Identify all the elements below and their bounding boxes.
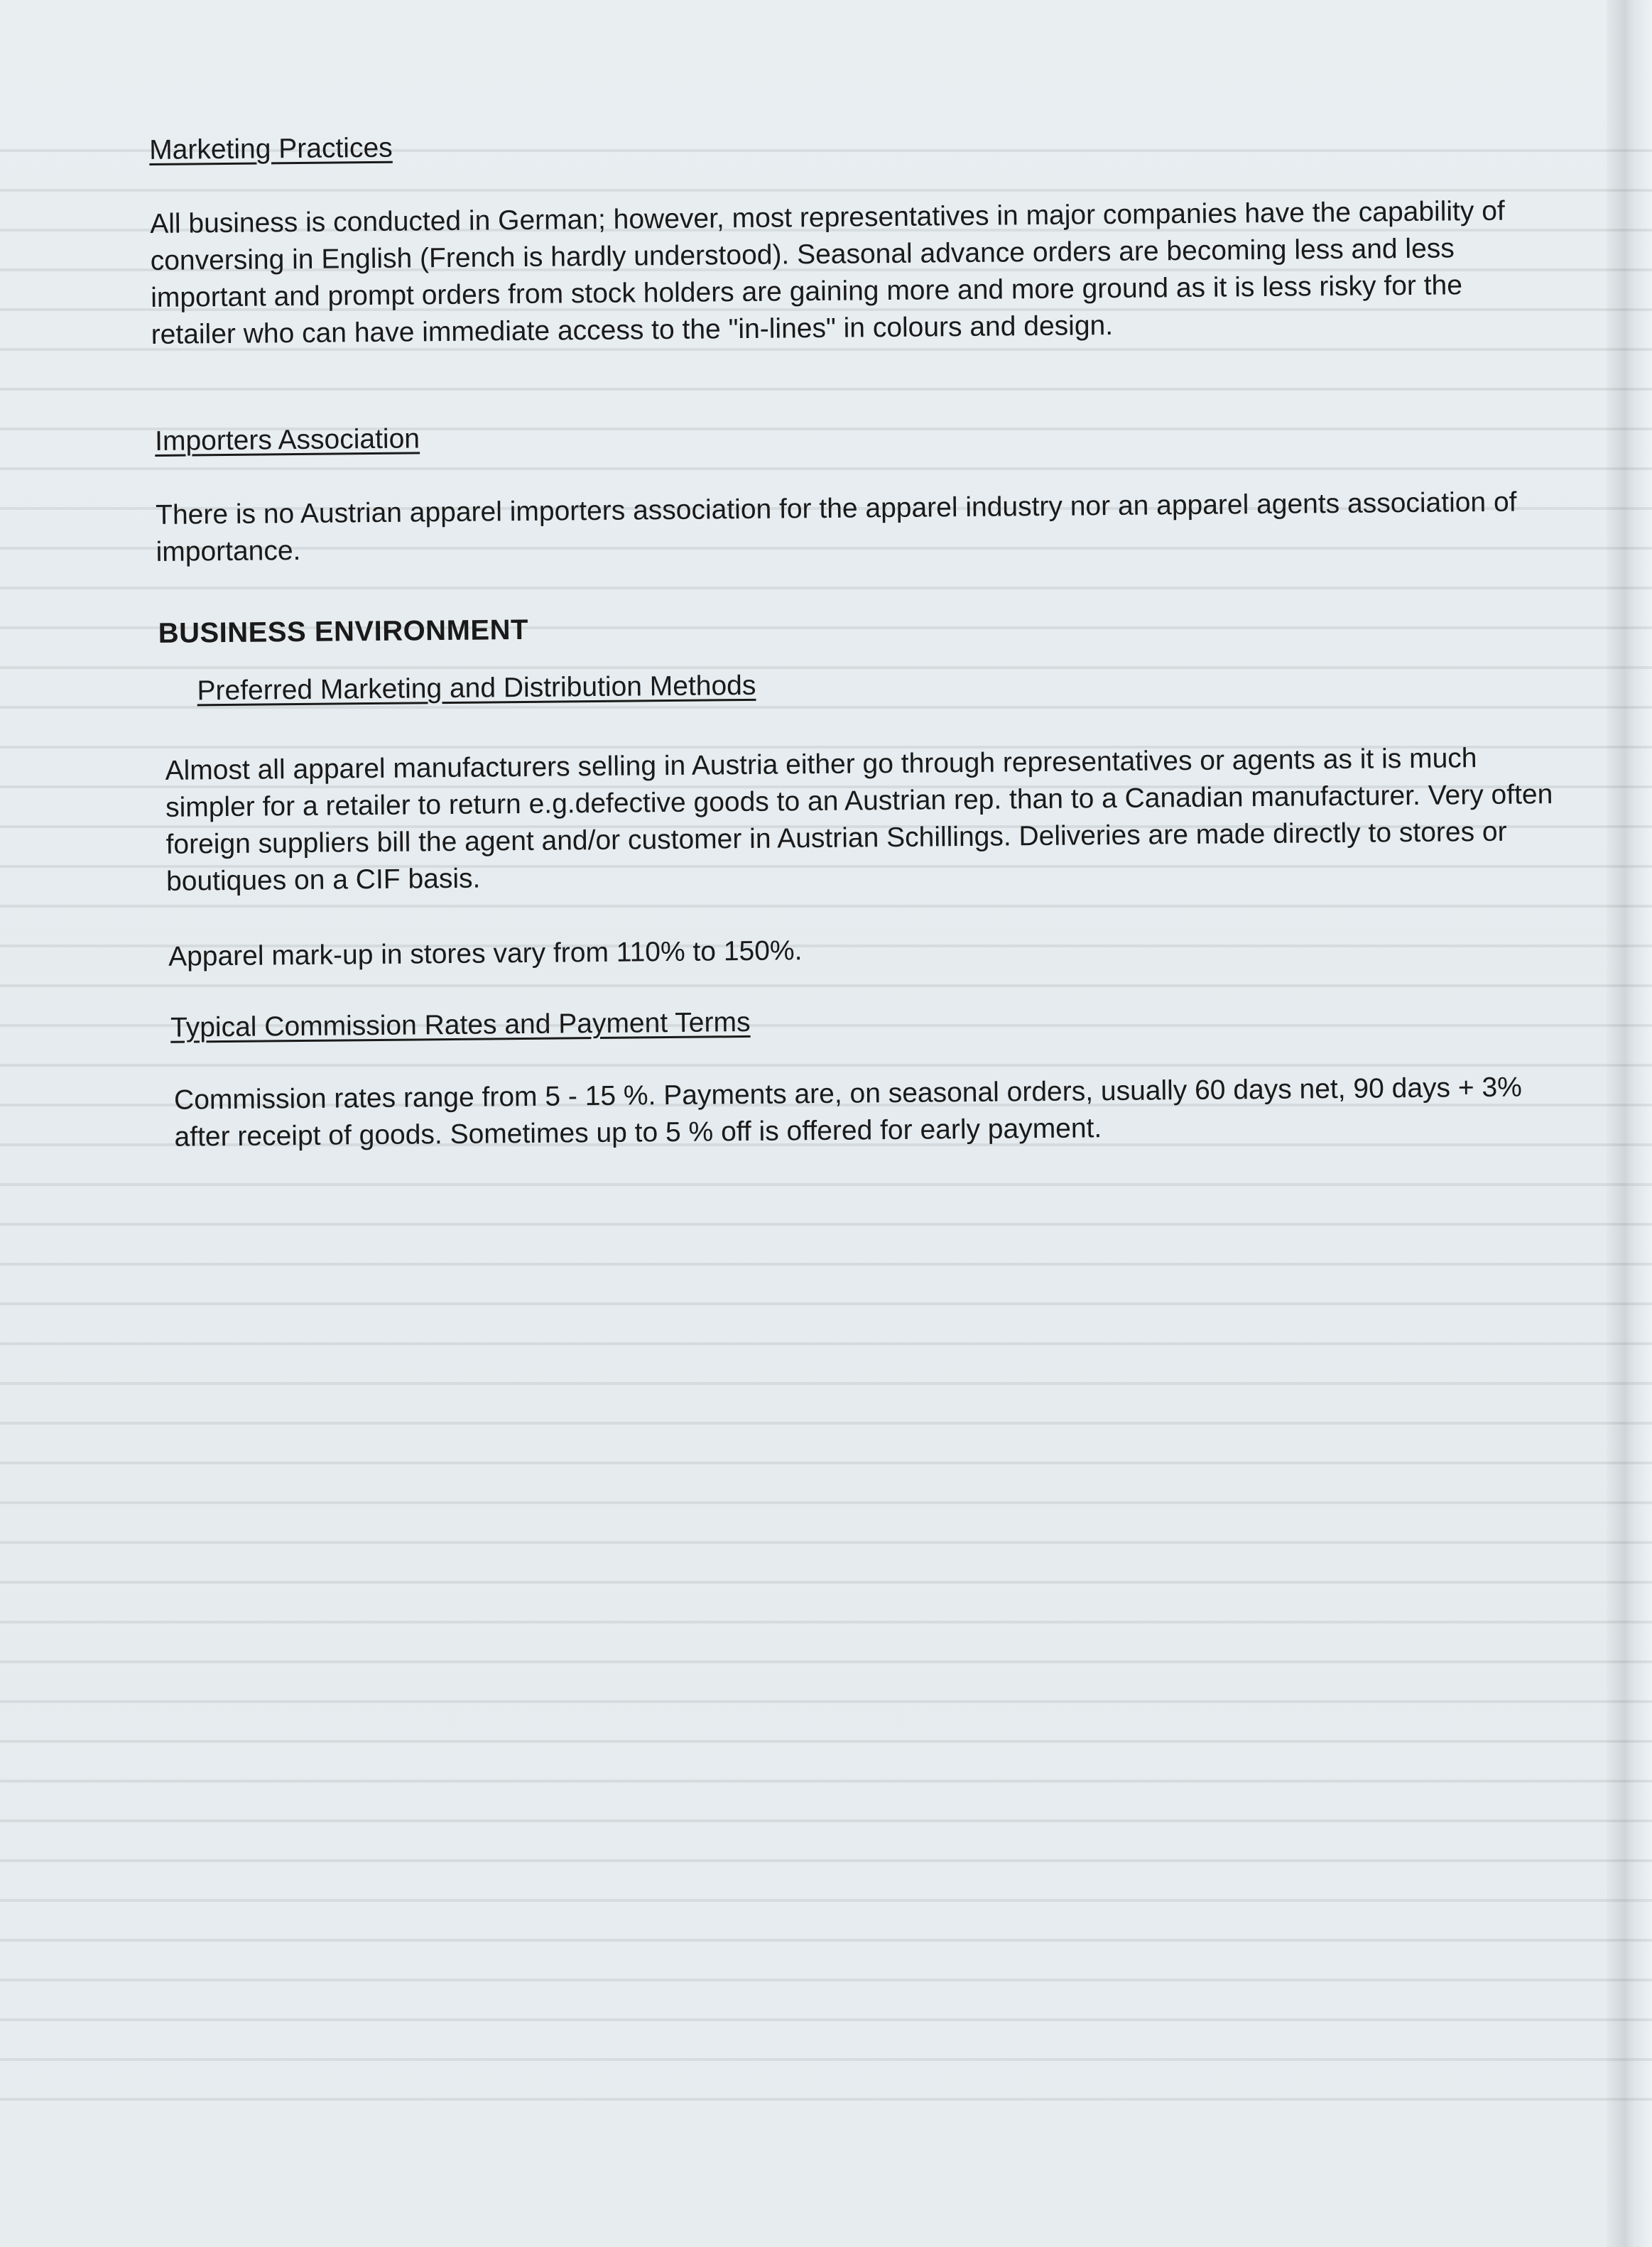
paragraph-marketing-practices: All business is conducted in German; however, most representatives in major companies have the capability of conversing in English (French is hardly understood). Seasonal advance orders are becoming less and less important and prompt orders from stock holders are gaining more and more ground as it is less risky for the retailer who can have immediate access to the "in-lines" in colours and design. xyxy=(149,195,1505,350)
heading-preferred-methods: Preferred Marketing and Distribution Methods xyxy=(197,670,756,707)
paragraph-markup: Apparel mark-up in stores vary from 110% to 150%. xyxy=(168,935,803,972)
paragraph-importers-association: There is no Austrian apparel importers association for the apparel industry nor an apparel agents association of importance. xyxy=(155,486,1517,567)
heading-marketing-practices: Marketing Practices xyxy=(149,132,393,165)
paragraph-commission-rates: Commission rates range from 5 - 15 %. Payments are, on seasonal orders, usually 60 days net, 90 days + 3% after receipt of goods. Sometimes up to 5 % off is offered for early payment. xyxy=(173,1072,1523,1153)
heading-importers-association: Importers Association xyxy=(154,423,420,457)
heading-business-environment: BUSINESS ENVIRONMENT xyxy=(158,614,529,649)
heading-commission-rates: Typical Commission Rates and Payment Terms xyxy=(170,1006,751,1043)
page-edge-shadow xyxy=(1607,0,1652,2247)
paragraph-preferred-methods: Almost all apparel manufacturers selling in Austria either go through representatives or agents as it is much simpler for a retailer to return e.g.defective goods to an Austrian rep. than to a Canadian manufacturer. Very often foreign suppliers bill the agent and/or customer in Austrian Schillings. Deliveries are made directly to stores or boutiques on a CIF basis. xyxy=(165,743,1553,897)
